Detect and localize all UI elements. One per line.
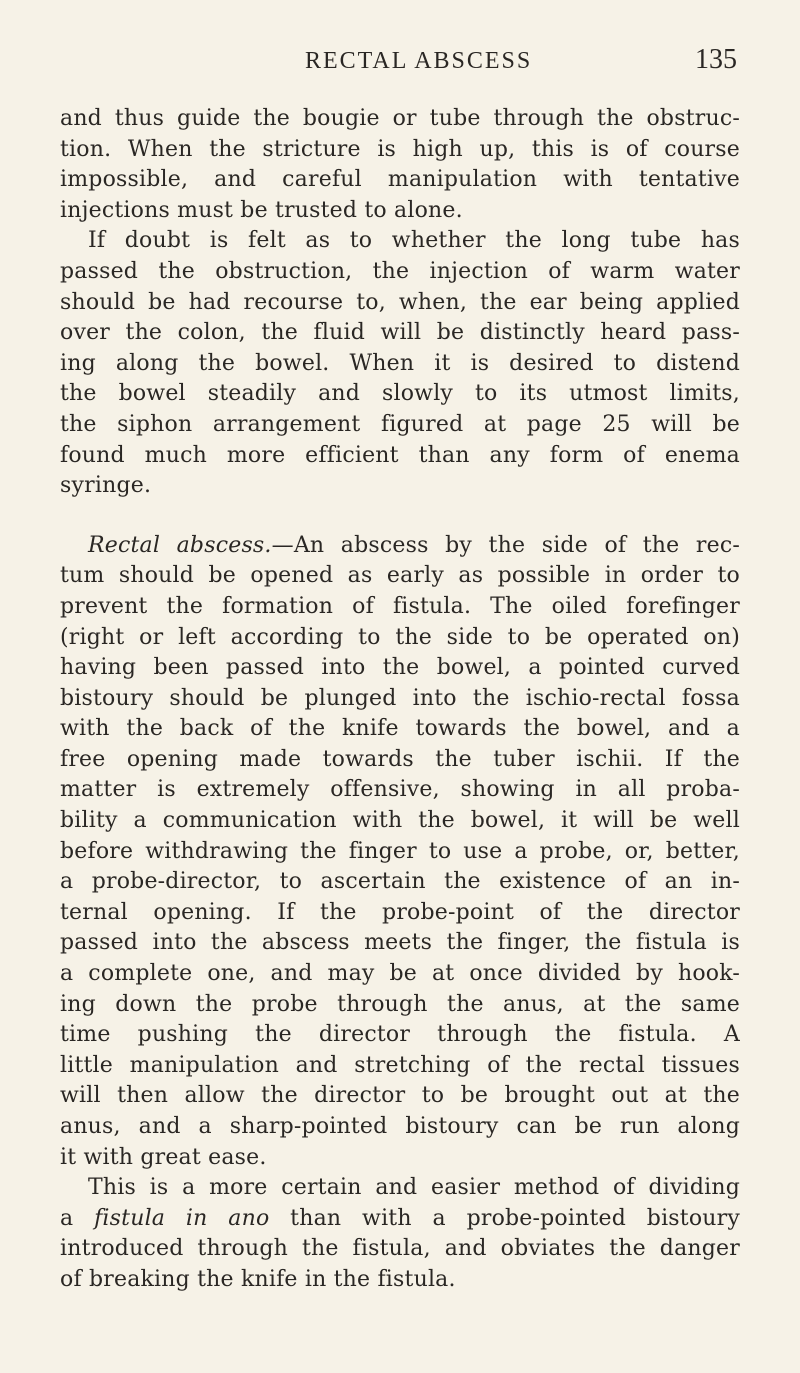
text-line: ternal opening. If the probe-point of the director [60,899,740,925]
text-line: found much more efficient than any form of enema [60,442,740,468]
text-line: the bowel steadily and slowly to its utmost limits, [60,381,740,407]
text-line: and thus guide the bougie or tube through the obstruc- [60,106,740,131]
body-text [60,104,740,1296]
text-line: (right or left according to the side to be operated on) [60,624,740,650]
paragraph-gap [60,502,740,531]
text-line: little manipulation and stretching of the rectal tissues [60,1052,740,1078]
text-line: of breaking the knife in the fistula. [60,1266,456,1292]
text-line: syringe. [60,473,152,499]
text-line: before withdrawing the finger to use a probe, or, better, [60,838,740,864]
section-heading: Rectal abscess. [88,532,272,558]
text-line: over the colon, the fluid will be distinctly heard pass- [60,320,740,346]
text-line: a complete one, and may be at once divided by hook- [60,961,740,987]
text-line: ing along the bowel. When it is desired to distend [60,350,740,376]
text-line [60,1204,740,1235]
running-head: RECTAL ABSCESS [305,48,533,74]
text-line: will then allow the director to be brought out at the [60,1083,740,1109]
text-line: free opening made towards the tuber ischii. If the [60,746,740,772]
text-line [60,531,740,562]
text-line: having been passed into the bowel, a pointed curved [60,655,740,681]
page-number: 135 [695,44,737,75]
text-line: with the back of the knife towards the bowel, and a [60,716,740,742]
text-fragment: than with a probe-pointed bistoury [269,1205,740,1231]
text-line: ing down the probe through the anus, at the same [60,991,740,1017]
text-line: should be had recourse to, when, the ear being applied [60,289,740,315]
text-line: introduced through the fistula, and obviates the danger [60,1236,740,1262]
text-line: it with great ease. [60,1144,267,1170]
text-line: a probe-director, to ascertain the existence of an in- [60,869,740,895]
heading-text: —An abscess by the side of the rec- [271,532,740,558]
text-line: prevent the formation of fistula. The oiled forefinger [60,593,740,619]
italic-term: fistula in ano [94,1205,270,1231]
text-line: injections must be trusted to alone. [60,197,463,223]
text-line: This is a more certain and easier method of dividing [88,1175,740,1201]
text-line: matter is extremely offensive, showing in all proba- [60,777,740,803]
text-line: tum should be opened as early as possible in order to [60,563,740,589]
text-line: anus, and a sharp-pointed bistoury can be run along [60,1114,740,1139]
text-line: impossible, and careful manipulation with tentative [60,167,740,193]
text-line: If doubt is felt as to whether the long tube has [88,228,740,254]
text-line: bistoury should be plunged into the ischio-rectal fossa [60,685,740,711]
text-line: the siphon arrangement figured at page 25 will be [60,411,740,437]
text-line: tion. When the stricture is high up, this is of course [60,136,740,162]
text-line: time pushing the director through the fistula. A [60,1022,740,1048]
text-fragment: a [60,1205,95,1231]
text-line: passed the obstruction, the injection of warm water [60,258,740,284]
text-line: bility a communication with the bowel, it will be well [60,808,740,834]
text-line: passed into the abscess meets the finger, the fistula is [60,930,740,956]
